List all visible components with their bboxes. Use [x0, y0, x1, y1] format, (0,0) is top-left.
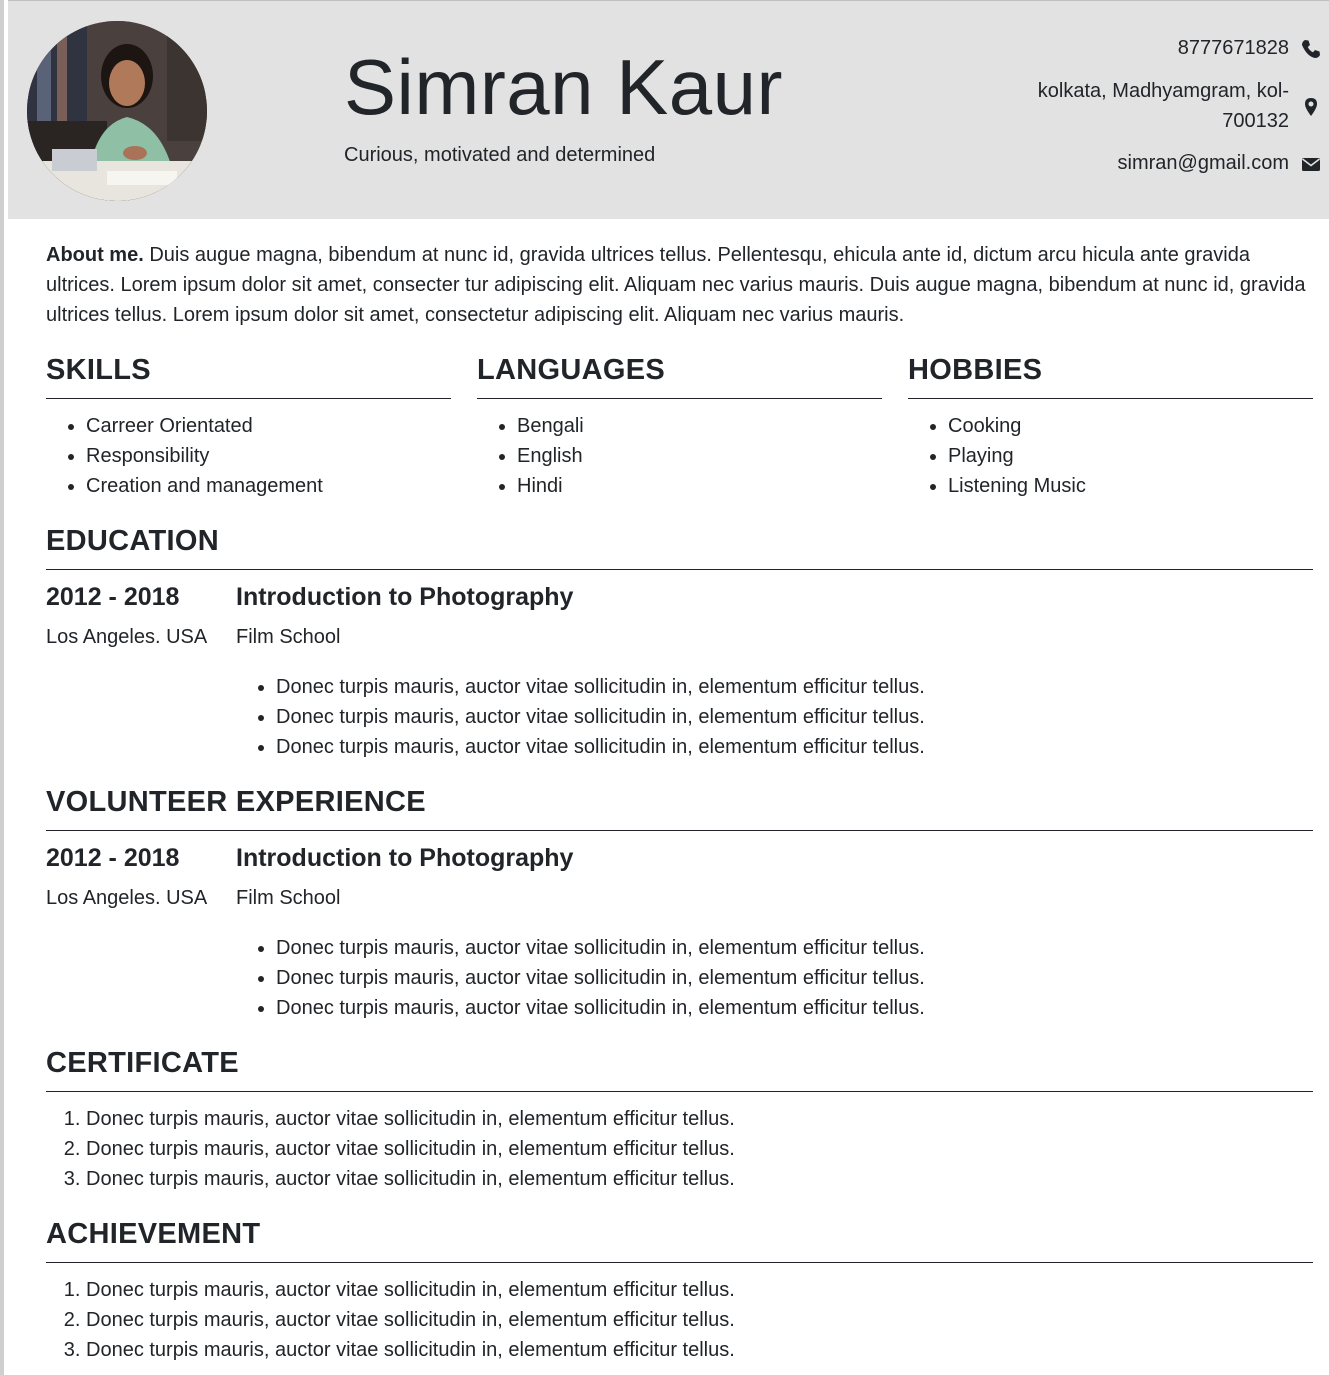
- list-item: 3. Donec turpis mauris, auctor vitae sollicitudin in, elementum efficitur tellus.: [86, 1335, 1313, 1365]
- certificate-list: [46, 1104, 1313, 1194]
- hobbies-section: [908, 352, 1313, 501]
- email-address: simran@gmail.com: [1117, 152, 1289, 174]
- languages-list: [477, 411, 882, 501]
- list-item: 1. Donec turpis mauris, auctor vitae sollicitudin in, elementum efficitur tellus.: [86, 1275, 1313, 1305]
- skills-list: [46, 411, 451, 501]
- list-item: • English: [517, 441, 882, 471]
- volunteer-section: [46, 784, 1313, 1023]
- avatar: [27, 21, 207, 201]
- languages-section: [477, 352, 882, 501]
- entry-organization: Film School: [236, 626, 341, 648]
- certificate-section: [46, 1045, 1313, 1194]
- section-title-languages: LANGUAGES: [477, 352, 882, 399]
- list-item: 2. Donec turpis mauris, auctor vitae sollicitudin in, elementum efficitur tellus.: [86, 1305, 1313, 1335]
- entry-points: [236, 672, 1313, 762]
- entry-details: [236, 582, 1313, 762]
- list-item: • Donec turpis mauris, auctor vitae sollicitudin in, elementum efficitur tellus.: [276, 933, 1313, 963]
- map-marker-icon: [1301, 96, 1321, 116]
- about-label: About me.: [46, 244, 144, 266]
- address-text: kolkata, Madhyamgram, kol-700132: [1037, 80, 1289, 132]
- resume-content: [46, 240, 1313, 1365]
- list-item: • Creation and management: [86, 471, 451, 501]
- list-item: • Listening Music: [948, 471, 1313, 501]
- contact-email[interactable]: [1118, 148, 1321, 178]
- list-item: 2. Donec turpis mauris, auctor vitae sollicitudin in, elementum efficitur tellus.: [86, 1134, 1313, 1164]
- section-title-skills: SKILLS: [46, 352, 451, 399]
- list-item: • Bengali: [517, 411, 882, 441]
- phone-number: 8777671828: [1177, 37, 1289, 59]
- entry-meta: [46, 582, 236, 762]
- entry-title: Introduction to Photography: [236, 583, 574, 611]
- education-section: [46, 523, 1313, 762]
- list-item: • Donec turpis mauris, auctor vitae sollicitudin in, elementum efficitur tellus.: [276, 993, 1313, 1023]
- entry-meta: [46, 843, 236, 1023]
- contact-address[interactable]: [1021, 76, 1321, 136]
- list-item: • Donec turpis mauris, auctor vitae sollicitudin in, elementum efficitur tellus.: [276, 702, 1313, 732]
- contact-phone[interactable]: [1178, 33, 1321, 63]
- candidate-name: Simran Kaur: [344, 43, 783, 131]
- entry-points: [236, 933, 1313, 1023]
- phone-icon: [1301, 38, 1321, 58]
- entry-details: [236, 843, 1313, 1023]
- tagline: Curious, motivated and determined: [344, 144, 656, 166]
- volunteer-entry: [46, 843, 1313, 1023]
- skills-languages-hobbies: [46, 352, 1313, 501]
- section-title-certificate: CERTIFICATE: [46, 1045, 1313, 1092]
- skills-section: [46, 352, 451, 501]
- about-text: Duis augue magna, bibendum at nunc id, gravida ultrices tellus. Pellentesqu, ehicula ante id, dictum arcu hicula ante gravida ultrices. Lorem ipsum dolor sit amet, consecter tur adipiscing elit. Aliquam nec varius mauris. Duis augue magna, bibendum at nunc id, gravida ultrices tellus. Lorem ipsum dolor sit amet, consectetur adipiscing elit. Aliquam nec varius mauris.: [46, 244, 1306, 326]
- education-entry: [46, 582, 1313, 762]
- achievement-section: [46, 1216, 1313, 1365]
- list-item: • Donec turpis mauris, auctor vitae sollicitudin in, elementum efficitur tellus.: [276, 672, 1313, 702]
- section-title-hobbies: HOBBIES: [908, 352, 1313, 399]
- list-item: • Responsibility: [86, 441, 451, 471]
- achievement-list: [46, 1275, 1313, 1365]
- envelope-icon: [1301, 153, 1321, 173]
- list-item: • Donec turpis mauris, auctor vitae sollicitudin in, elementum efficitur tellus.: [276, 732, 1313, 762]
- list-item: 3. Donec turpis mauris, auctor vitae sollicitudin in, elementum efficitur tellus.: [86, 1164, 1313, 1194]
- profile-photo-icon: [27, 21, 207, 201]
- list-item: • Hindi: [517, 471, 882, 501]
- entry-organization: Film School: [236, 887, 341, 909]
- about-paragraph: [46, 240, 1313, 330]
- section-title-education: EDUCATION: [46, 523, 1313, 570]
- list-item: • Donec turpis mauris, auctor vitae sollicitudin in, elementum efficitur tellus.: [276, 963, 1313, 993]
- section-title-volunteer: VOLUNTEER EXPERIENCE: [46, 784, 1313, 831]
- entry-location: Los Angeles. USA: [46, 887, 208, 909]
- entry-title: Introduction to Photography: [236, 844, 574, 872]
- list-item: 1. Donec turpis mauris, auctor vitae sollicitudin in, elementum efficitur tellus.: [86, 1104, 1313, 1134]
- entry-years: 2012 - 2018: [46, 844, 180, 872]
- list-item: • Playing: [948, 441, 1313, 471]
- entry-location: Los Angeles. USA: [46, 626, 208, 648]
- list-item: • Carreer Orientated: [86, 411, 451, 441]
- list-item: • Cooking: [948, 411, 1313, 441]
- entry-years: 2012 - 2018: [46, 583, 180, 611]
- resume-header: [8, 0, 1329, 219]
- section-title-achievement: ACHIEVEMENT: [46, 1216, 1313, 1263]
- hobbies-list: [908, 411, 1313, 501]
